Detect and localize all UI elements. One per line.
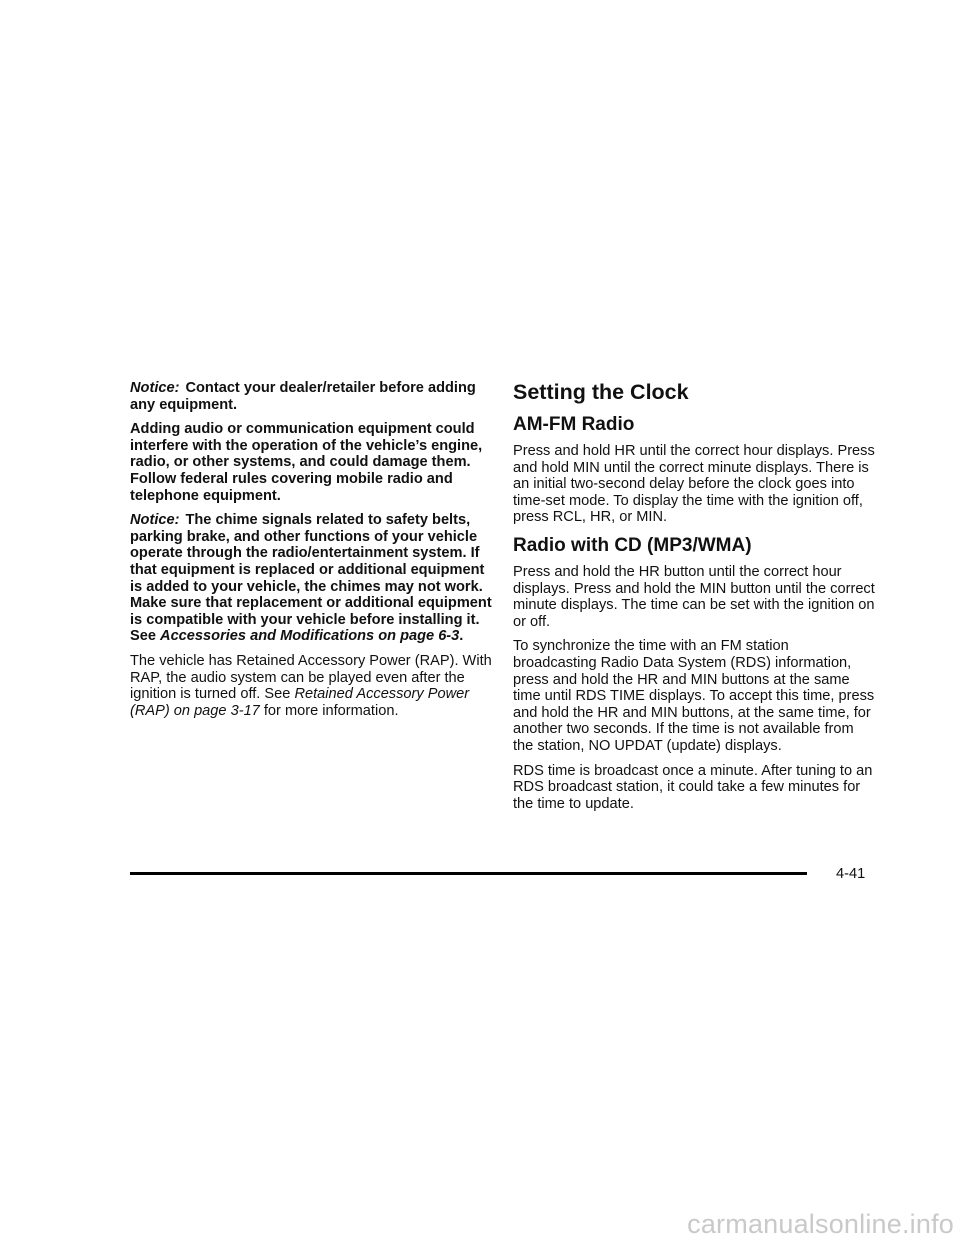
accessories-link[interactable]: Accessories and Modifications on page 6-3	[160, 628, 460, 645]
notice-chime-signals	[130, 512, 492, 645]
cd-paragraph-3: RDS time is broadcast once a minute. After tuning to an RDS broadcast station, it could take a few minutes for the time to update.	[513, 762, 873, 812]
notice-end: .	[459, 628, 464, 645]
cd-heading: Radio with CD (MP3/WMA)	[513, 534, 752, 556]
section-title: Setting the Clock	[513, 380, 689, 404]
notice-text: The chime signals related to safety belts, parking brake, and other functions of your vehicle operate through the radio/entertainment system. If that equipment is replaced or additional equipment is added to your vehicle, the chimes may not work. Make sure that replacement or additional equipment is compatible with your vehicle before installing it. See	[130, 512, 492, 645]
cd-paragraph-2: To synchronize the time with an FM station broadcasting Radio Data System (RDS) information, press and hold the HR and MIN buttons at the same time until RDS TIME displays. To accept this time, press and hold the HR and MIN buttons, at the same time, for another two seconds. If the time is not available from the station, NO UPDAT (update) displays.	[513, 638, 875, 754]
right-column	[513, 380, 875, 820]
watermark: carmanualsonline.info	[687, 1209, 954, 1239]
rap-paragraph	[130, 653, 492, 719]
rap-link[interactable]: Retained Accessory Power (RAP) on page 3-17	[130, 686, 470, 719]
page-number: 4-41	[836, 866, 866, 882]
footer-rule	[130, 872, 807, 875]
notice-label: Notice:	[130, 380, 180, 396]
notice-text: Contact your dealer/retailer before adding any equipment.	[130, 380, 476, 413]
cd-paragraph-1: Press and hold the HR button until the correct hour displays. Press and hold the MIN button until the correct minute displays. The time can be set with the ignition on or off.	[513, 563, 875, 630]
rap-text: The vehicle has Retained Accessory Power (RAP). With RAP, the audio system can be played even after the ignition is turned off. See	[130, 652, 492, 703]
equipment-interference-paragraph: Adding audio or communication equipment could interfere with the operation of the vehicle’s engine, radio, or other systems, and could damage them. Follow federal rules covering mobile radio and telephone equipment.	[130, 421, 483, 504]
amfm-heading: AM-FM Radio	[513, 414, 635, 435]
amfm-paragraph: Press and hold HR until the correct hour displays. Press and hold MIN until the correct minute displays. There is an initial two-second delay before the clock goes into time-set mode. To display the time with the ignition off, press RCL, HR, or MIN.	[513, 443, 875, 526]
notice-equipment	[130, 380, 492, 413]
notice-label: Notice:	[130, 512, 180, 529]
left-column	[130, 380, 492, 727]
rap-end: for more information.	[263, 702, 399, 719]
